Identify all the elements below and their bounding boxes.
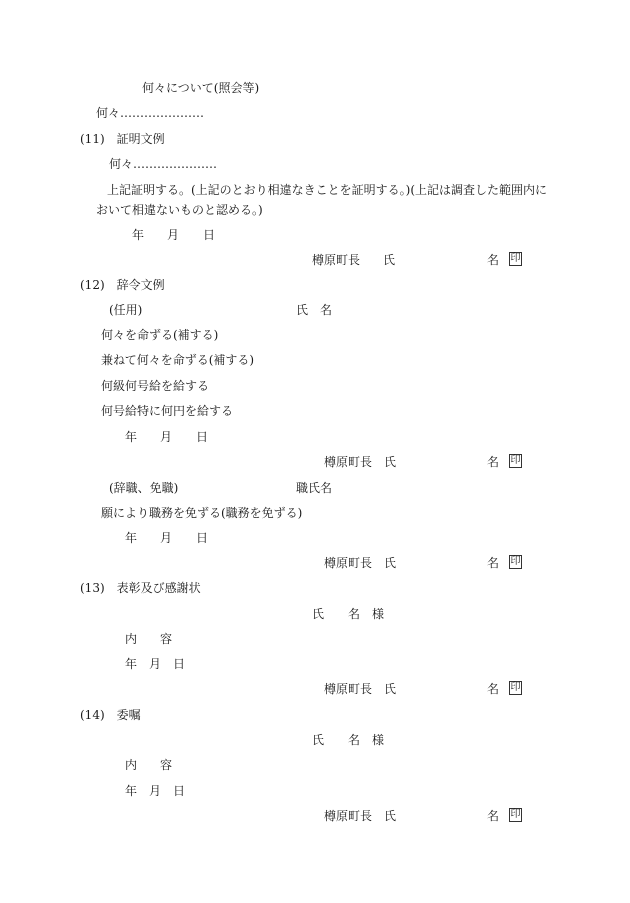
date-line: 年 月 日 — [125, 657, 186, 671]
section-heading-14: (14) 委嘱 — [80, 708, 141, 722]
addressee-name-part: 氏 — [312, 733, 325, 747]
signatory-name-part: 名 — [487, 809, 500, 823]
body-text: 何々………………… — [96, 106, 205, 120]
signatory: 樽原町長 氏 — [324, 556, 397, 570]
content-label-part: 容 — [160, 758, 173, 772]
date-line: 年 月 日 — [125, 784, 186, 798]
signatory-name-part: 名 — [487, 455, 500, 469]
name-field: 職氏名 — [296, 481, 333, 495]
section-heading-12: (12) 辞令文例 — [80, 278, 165, 292]
subheading: (任用) — [109, 303, 143, 317]
addressee-name-part: 氏 — [312, 607, 325, 621]
body-text: 何々を命ずる(補する) — [101, 328, 219, 342]
addressee-name-part: 名 — [348, 733, 361, 747]
addressee-honorific: 様 — [372, 607, 385, 621]
addressee-honorific: 様 — [372, 733, 385, 747]
body-text: 何級何号給を給する — [101, 379, 210, 393]
body-text: 上記証明する。(上記のとおり相違なきことを証明する。)(上記は調査した範囲内に — [107, 183, 548, 197]
signatory: 樽原町長 氏 — [324, 809, 397, 823]
body-text: 兼ねて何々を命ずる(補する) — [101, 353, 255, 367]
section-heading-11: (11) 証明文例 — [80, 132, 165, 146]
date-day: 日 — [196, 531, 209, 545]
seal-icon: 印 — [510, 809, 521, 820]
name-field: 氏 名 — [296, 303, 333, 317]
body-text: おいて相違ないものと認める。) — [96, 203, 263, 217]
section-heading-13: (13) 表彰及び感謝状 — [80, 581, 201, 595]
heading-inquiry: 何々について(照会等) — [142, 81, 260, 95]
body-text: 何々………………… — [109, 157, 218, 171]
content-label-part: 容 — [160, 632, 173, 646]
seal-icon: 印 — [510, 682, 521, 693]
signatory-name-part: 名 — [487, 556, 500, 570]
date-month: 月 — [160, 430, 173, 444]
seal-icon: 印 — [510, 556, 521, 567]
content-label-part: 内 — [125, 632, 138, 646]
date-year: 年 — [132, 228, 145, 242]
signatory-name-part: 名 — [487, 253, 500, 267]
date-year: 年 — [125, 531, 138, 545]
content-label-part: 内 — [125, 758, 138, 772]
seal-icon: 印 — [510, 253, 521, 264]
signatory-title: 樽原町長 — [312, 253, 361, 267]
seal-icon: 印 — [510, 455, 521, 466]
subheading: (辞職、免職) — [109, 481, 179, 495]
signatory-name-part: 氏 — [383, 253, 396, 267]
body-text: 願により職務を免ずる(職務を免ずる) — [101, 506, 303, 520]
date-month: 月 — [167, 228, 180, 242]
date-month: 月 — [160, 531, 173, 545]
signatory: 樽原町長 氏 — [324, 682, 397, 696]
signatory-name-part: 名 — [487, 682, 500, 696]
body-text: 何号給特に何円を給する — [101, 404, 234, 418]
date-day: 日 — [203, 228, 216, 242]
signatory: 樽原町長 氏 — [324, 455, 397, 469]
addressee-name-part: 名 — [348, 607, 361, 621]
date-day: 日 — [196, 430, 209, 444]
date-year: 年 — [125, 430, 138, 444]
